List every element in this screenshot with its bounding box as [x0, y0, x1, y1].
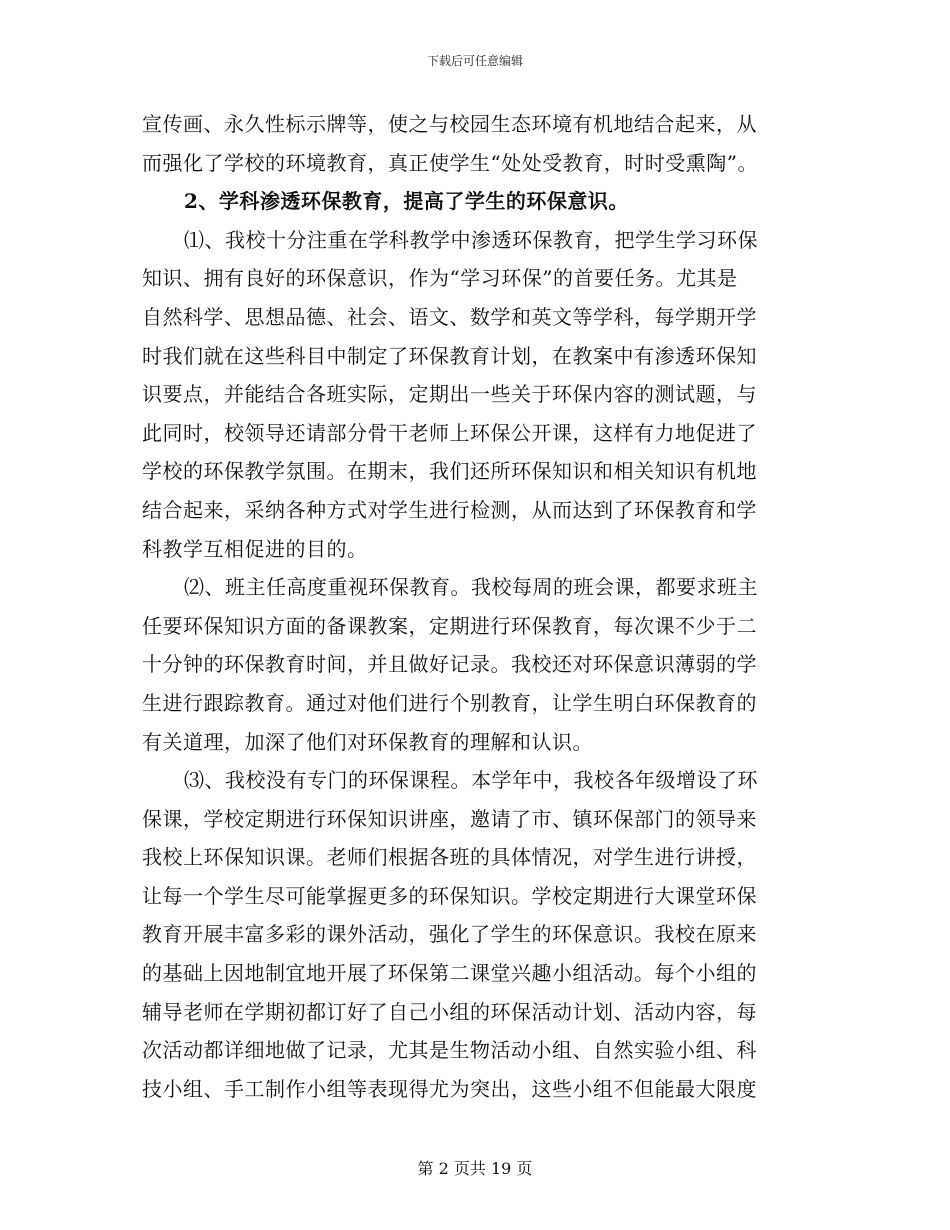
paragraph-start: ⑵、班主任高度重视环保教育。我校每周的班会课，都要求班主 — [184, 575, 758, 600]
section-heading: 2、学科渗透环保教育，提高了学生的环保意识。 — [184, 189, 629, 214]
text-line: 有关道理，加深了他们对环保教育的理解和认识。 — [142, 729, 593, 754]
text-line: 让每一个学生尽可能掌握更多的环保知识。学校定期进行大课堂环保 — [142, 883, 757, 908]
header-note: 下载后可任意编辑 — [426, 54, 523, 68]
text-line: 此同时，校领导还请部分骨干老师上环保公开课，这样有力地促进了 — [142, 420, 757, 445]
text-line: 而强化了学校的环境教育，真正使学生“处处受教育，时时受熏陶”。 — [142, 150, 758, 175]
text-line: 的基础上因地制宜地开展了环保第二课堂兴趣小组活动。每个小组的 — [142, 961, 757, 986]
paragraph-start: ⑶、我校没有专门的环保课程。本学年中，我校各年级增设了环 — [184, 768, 758, 793]
text-line: 生进行跟踪教育。通过对他们进行个别教育，让学生明白环保教育的 — [142, 690, 757, 715]
document-body — [142, 105, 802, 1108]
text-line: 任要环保知识方面的备课教案，定期进行环保教育，每次课不少于二 — [142, 613, 757, 638]
text-line: 辅导老师在学期初都订好了自己小组的环保活动计划、活动内容，每 — [142, 999, 757, 1024]
text-line: 学校的环保教学氛围。在期末，我们还所环保知识和相关知识有机地 — [142, 459, 757, 484]
text-line: 保课，学校定期进行环保知识讲座，邀请了市、镇环保部门的领导来 — [142, 806, 757, 831]
text-line: 时我们就在这些科目中制定了环保教育计划，在教案中有渗透环保知 — [142, 343, 757, 368]
text-line: 结合起来，采纳各种方式对学生进行检测，从而达到了环保教育和学 — [142, 497, 757, 522]
text-line: 宣传画、永久性标示牌等，使之与校园生态环境有机地结合起来，从 — [142, 112, 757, 136]
text-line: 自然科学、思想品德、社会、语文、数学和英文等学科，每学期开学 — [142, 304, 757, 329]
text-line: 我校上环保知识课。老师们根据各班的具体情况，对学生进行讲授， — [142, 845, 757, 870]
text-line: 知识、拥有良好的环保意识，作为“学习环保”的首要任务。尤其是 — [142, 266, 738, 291]
text-line: 次活动都详细地做了记录，尤其是生物活动小组、自然实验小组、科 — [142, 1038, 757, 1063]
text-line: 十分钟的环保教育时间，并且做好记录。我校还对环保意识薄弱的学 — [142, 652, 757, 677]
paragraph-start: ⑴、我校十分注重在学科教学中渗透环保教育，把学生学习环保 — [184, 227, 758, 252]
text-line: 技小组、手工制作小组等表现得尤为突出，这些小组不但能最大限度 — [142, 1076, 757, 1101]
page-number: 第 2 页共 19 页 — [417, 1159, 533, 1178]
text-line: 教育开展丰富多彩的课外活动，强化了学生的环保意识。我校在原来 — [142, 922, 757, 947]
text-line: 科教学互相促进的目的。 — [142, 536, 368, 561]
text-line: 识要点，并能结合各班实际，定期出一些关于环保内容的测试题，与 — [142, 382, 757, 407]
